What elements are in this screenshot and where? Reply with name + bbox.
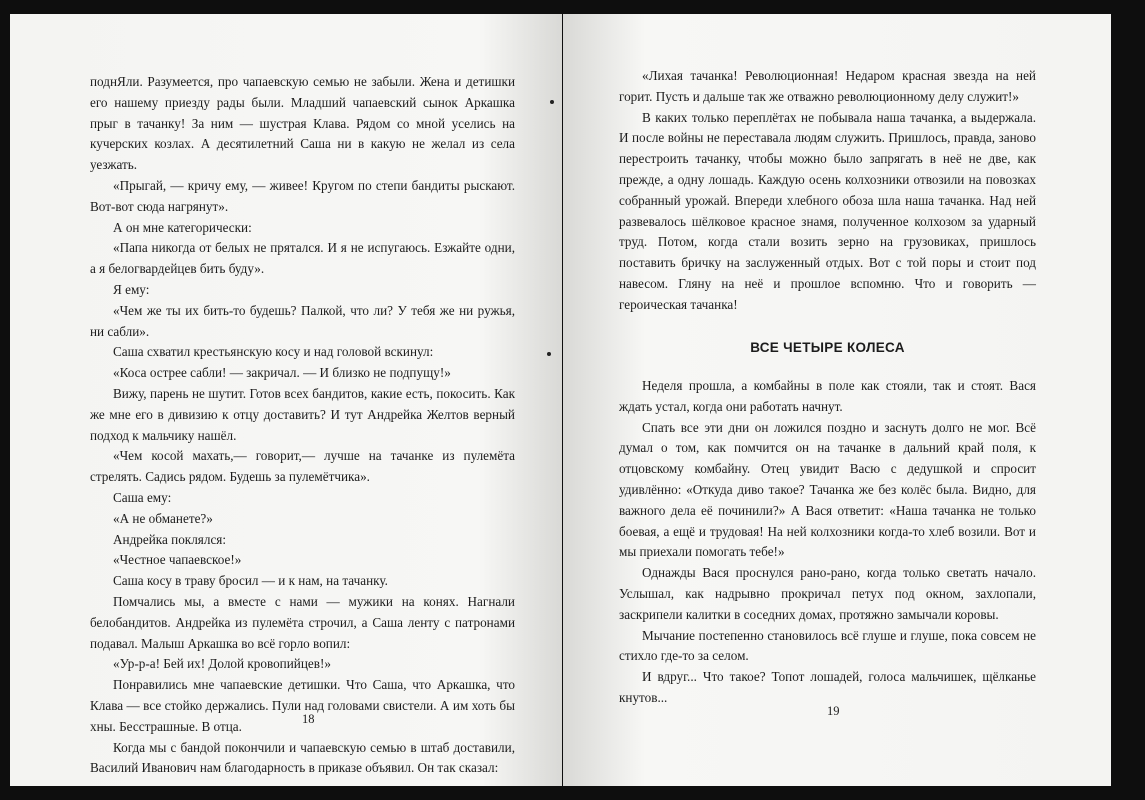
paragraph: «Ур-р-а! Бей их! Долой кровопийцев!»: [113, 656, 331, 672]
paragraph: Саша косу в траву бросил — и к нам, на тачанку.: [113, 573, 388, 589]
chapter-title: ВСЕ ЧЕТЫРЕ КОЛЕСА: [750, 340, 905, 355]
paragraph: Помчались мы, а вместе с нами — мужики на конях. Нагнали белобандитов. Андрейка из пулемёта строчил, а Саша ленту с патронами подавал. Малыш Аркашка во всё горло вопил:: [90, 593, 515, 651]
paragraph: Однажды Вася проснулся рано-рано, когда только светать начало. Услышал, как надрывно прокричал петух под окном, захлопали, заскрипели калитки в соседних домах, протяжно замычали коровы.: [619, 565, 1036, 622]
gutter-mark: [547, 352, 551, 356]
right-page-text-top: [619, 66, 1036, 316]
paragraph: И вдруг... Что такое? Топот лошадей, голоса мальчишек, щёлканье кнутов...: [619, 669, 1036, 705]
page-number: 19: [827, 704, 840, 718]
paragraph: поднЯли. Разумеется, про чапаевскую семью не забыли. Жена и детишки его нашему приезду рады были. Младший чапаевский сынок Аркашка прыг в тачанку! За ним — шустрая Клава. Рядом со мной уселись на кучерских козлах. А десятилетний Саша ни в какую не желал из села уезжать.: [90, 74, 515, 173]
paragraph: «Коса острее сабли! — закричал. — И близко не подпущу!»: [113, 365, 451, 381]
paragraph: Я ему:: [113, 281, 150, 297]
paragraph: Саша схватил крестьянскую косу и над головой вскинул:: [113, 344, 434, 360]
right-page: [563, 14, 1111, 786]
paragraph: В каких только переплётах не побывала наша тачанка, а выдержала. И после войны не переставала людям служить. Пришлось, правда, заново перестроить тачанку, чтобы можно было запрягать в неё не две, как прежде, а одну лошадь. Каждую осень колхозники отвозили на повозках собранный урожай. Впереди хлебного обоза шла наша тачанка. Над ней развевалось шёлковое красное знамя, полученное колхозом за ударный труд. Потом, когда стали возить зерно на грузовиках, пришлось поставить бричку на заслуженный отдых. Вот с той поры и стоит под навесом. Гляну на неё и прошлое вспомню. Что и говорить — героическая тачанка!: [619, 109, 1036, 312]
paragraph: Неделя прошла, а комбайны в поле как стояли, так и стоят. Вася ждать устал, когда они работать начнут.: [619, 378, 1036, 414]
paragraph: Андрейка поклялся:: [113, 531, 227, 547]
paragraph: А он мне категорически:: [113, 219, 252, 235]
paragraph: «Честное чапаевское!»: [113, 552, 242, 568]
paragraph: «Папа никогда от белых не прятался. И я не испугаюсь. Езжайте одни, а я белогвардейцев бить буду».: [90, 240, 515, 277]
left-page-text: [90, 72, 515, 779]
left-page: [10, 14, 562, 786]
page-number: 18: [302, 712, 315, 726]
paragraph: «А не обманете?»: [113, 510, 213, 526]
paragraph: «Прыгай, — кричу ему, — живее! Кругом по степи бандиты рыскают. Вот-вот сюда нагрянут».: [90, 177, 515, 214]
right-page-text-bottom: [619, 376, 1036, 709]
paragraph: Мычание постепенно становилось всё глуше и глуше, пока совсем не стихло где-то за селом.: [619, 627, 1036, 664]
paragraph: Когда мы с бандой покончили и чапаевскую семью в штаб доставили, Василий Иванович нам благодарность в приказе объявил. Он так сказал:: [90, 739, 515, 776]
paragraph: «Лихая тачанка! Революционная! Недаром красная звезда на ней горит. Пусть и дальше так же отважно революционному делу служит!»: [619, 68, 1036, 104]
paragraph: «Чем косой махать,— говорит,— лучше на тачанке из пулемёта стрелять. Садись рядом. Будешь за пулемётчика».: [90, 448, 515, 485]
gutter-mark: [550, 100, 554, 104]
paragraph: «Чем же ты их бить-то будешь? Палкой, что ли? У тебя же ни ружья, ни сабли».: [90, 302, 515, 339]
paragraph: Спать все эти дни он ложился поздно и заснуть долго не мог. Всё думал о том, как помчится он на тачанке в дальний край поля, к отцовскому комбайну. Отец увидит Васю с дедушкой и спросит удивлённо: «Откуда диво такое? Тачанка же без колёс была. Видно, для важного дела её починили?» А Вася ответит: «Наша тачанка не только боевая, а ещё и трудовая! На ней колхозники когда-то хлеб возили. Вот и мы приехали помогать тебе!»: [619, 419, 1036, 560]
paragraph: Понравились мне чапаевские детишки. Что Саша, что Аркашка, что Клава — все стойко держались. Пули над головами свистели. А им хоть бы хны. Бесстрашные. В отца.: [90, 677, 515, 734]
paragraph: Вижу, парень не шутит. Готов всех бандитов, какие есть, покосить. Как же мне его в дивизию к отцу доставить? И тут Андрейка Желтов верный подход к мальчику нашёл.: [90, 385, 515, 443]
paragraph: Саша ему:: [113, 489, 172, 505]
